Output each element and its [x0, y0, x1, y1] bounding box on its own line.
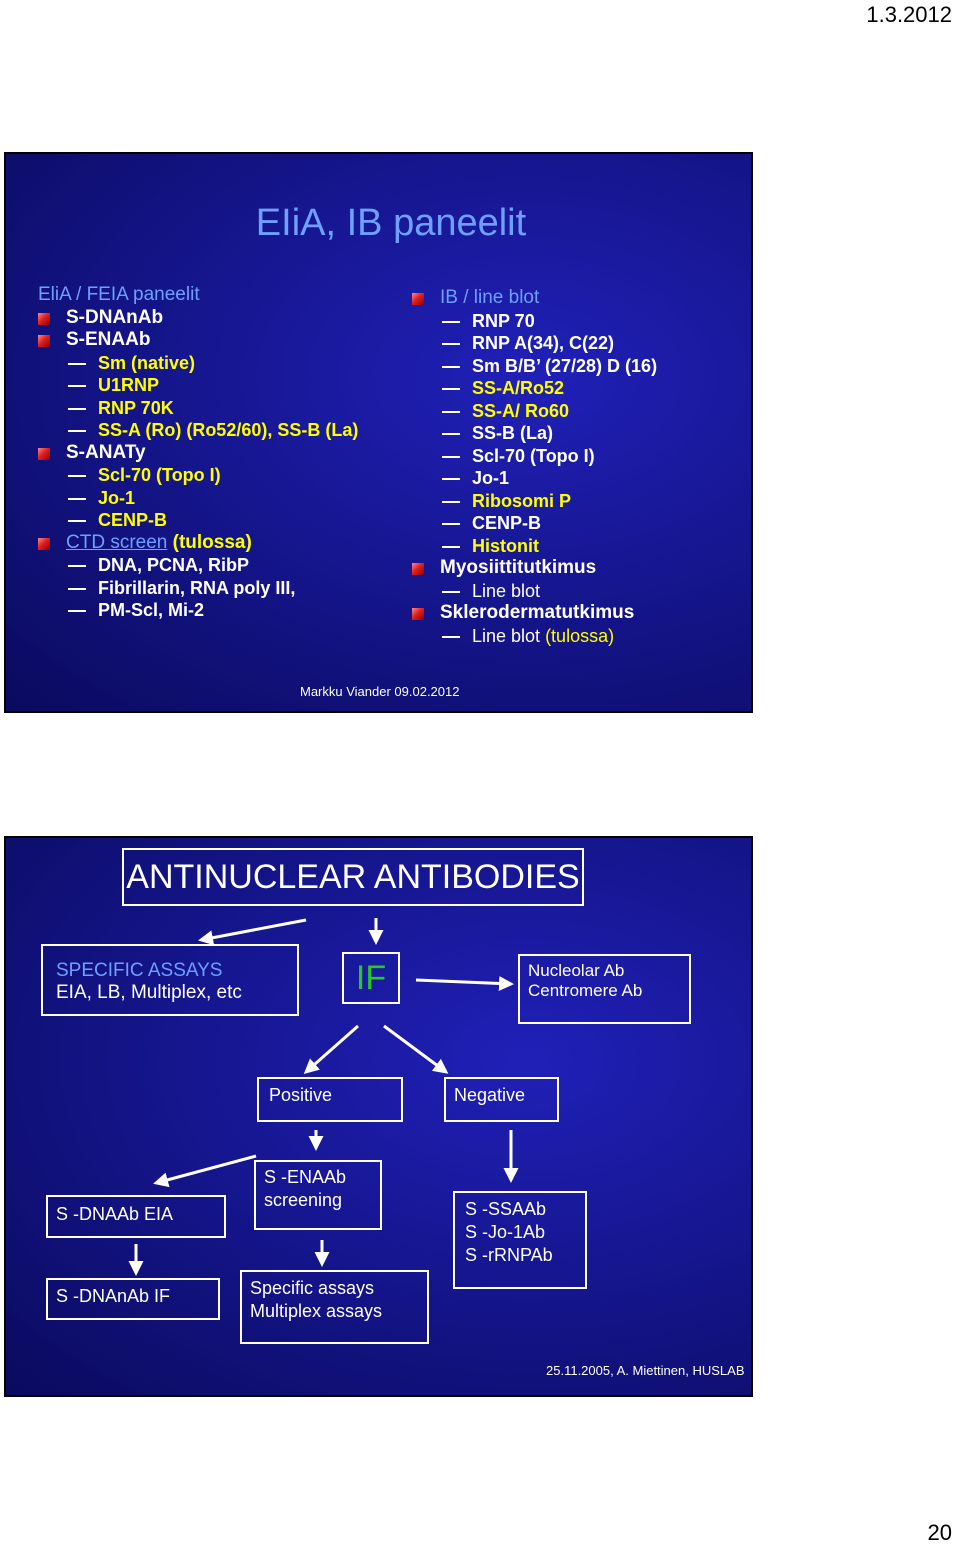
- list-item: [412, 625, 752, 648]
- slide-footer: Markku Viander 09.02.2012: [300, 684, 460, 699]
- red-square-bullet-icon: [38, 538, 50, 550]
- list-item: [38, 487, 398, 510]
- dash-bullet-icon: [442, 478, 460, 480]
- dash-bullet-icon: [442, 343, 460, 345]
- positive-box: Positive: [257, 1077, 403, 1122]
- page-date: 1.3.2012: [866, 2, 952, 27]
- negative-box: Negative: [444, 1077, 559, 1122]
- dash-bullet-icon: [442, 321, 460, 323]
- nucleolar-centromere-box: [518, 954, 691, 1024]
- specific-assays-text: Specific assays: [250, 1278, 375, 1298]
- list-item: [38, 352, 398, 375]
- list-item-text: CENP-B: [472, 513, 542, 533]
- list-item: [412, 422, 752, 445]
- list-item: [412, 512, 752, 535]
- dnanab-if-box: S -DNAnAb IF: [46, 1278, 220, 1320]
- list-item-text: Scl-70 (Topo I): [472, 445, 595, 466]
- dash-bullet-icon: [442, 501, 460, 503]
- list-item: [412, 310, 752, 333]
- list-item-text: Sm (native): [98, 352, 196, 373]
- list-item-text: Sklerodermatutkimus: [440, 602, 635, 623]
- nucleolar-ab-text: Nucleolar Ab: [528, 961, 625, 980]
- left-column-list: [38, 284, 398, 622]
- list-item-text: CTD screen: [66, 531, 168, 553]
- list-item: [38, 284, 398, 307]
- list-item-text: SS-A/Ro52: [472, 378, 565, 398]
- red-square-bullet-icon: [412, 293, 424, 305]
- dash-bullet-icon: [68, 385, 86, 387]
- list-item: [412, 400, 752, 423]
- dash-bullet-icon: [442, 591, 460, 593]
- antinuclear-antibodies-title-box: ANTINUCLEAR ANTIBODIES: [122, 848, 584, 906]
- red-square-bullet-icon: [412, 608, 424, 620]
- list-item-text: EliA / FEIA paneelit: [38, 284, 200, 305]
- specific-assays-box: [41, 944, 299, 1016]
- list-item: [412, 377, 752, 400]
- dash-bullet-icon: [68, 588, 86, 590]
- list-item-text: Fibrillarin, RNA poly III,: [98, 577, 296, 598]
- specific-assays-methods: EIA, LB, Multiplex, etc: [56, 982, 242, 1003]
- arrow-title-to-specific: [201, 920, 306, 940]
- list-item-text: Line blot: [472, 580, 541, 601]
- slide-antinuclear-antibodies-flowchart: [4, 836, 753, 1397]
- list-item: [38, 464, 398, 487]
- list-item-text: PM-Scl, Mi-2: [98, 600, 205, 620]
- specific-assays-heading: SPECIFIC ASSAYS: [56, 960, 223, 981]
- list-item-text: SS-B (La): [472, 423, 553, 443]
- list-item: [38, 307, 398, 330]
- list-item: [412, 287, 752, 310]
- list-item-text: Ribosomi P: [472, 490, 572, 511]
- arrow-if-to-positive: [306, 1026, 358, 1072]
- centromere-ab-text: Centromere Ab: [528, 981, 643, 1000]
- list-item: [412, 535, 752, 558]
- list-item-text: IB / line blot: [440, 287, 540, 308]
- list-item: [412, 445, 752, 468]
- red-square-bullet-icon: [38, 448, 50, 460]
- dash-bullet-icon: [442, 523, 460, 525]
- dash-bullet-icon: [68, 610, 86, 612]
- list-item: [38, 329, 398, 352]
- dash-bullet-icon: [68, 475, 86, 477]
- list-item-text: CENP-B: [98, 510, 168, 530]
- arrow-positive-to-dnaab: [156, 1156, 256, 1183]
- list-item-text: Line blot: [472, 625, 546, 646]
- list-item-text: DNA, PCNA, RibP: [98, 555, 250, 575]
- list-item: [38, 419, 398, 442]
- list-item-text: Jo-1: [98, 487, 136, 508]
- list-item: [412, 557, 752, 580]
- dash-bullet-icon: [442, 433, 460, 435]
- dash-bullet-icon: [442, 636, 460, 638]
- list-item: [38, 599, 398, 622]
- list-item-text: Sm B/B’ (27/28) D (16): [472, 355, 658, 376]
- dash-bullet-icon: [442, 366, 460, 368]
- red-square-bullet-icon: [38, 335, 50, 347]
- list-item: [38, 577, 398, 600]
- dash-bullet-icon: [68, 430, 86, 432]
- list-item: [38, 509, 398, 532]
- right-column-list: [412, 287, 752, 647]
- list-item-note: (tulossa): [545, 625, 615, 646]
- enaab-text: S -ENAAb: [264, 1167, 347, 1187]
- list-item-text: Scl-70 (Topo I): [98, 465, 221, 485]
- dash-bullet-icon: [68, 363, 86, 365]
- ssa-jo1-rnp-box: [453, 1191, 587, 1289]
- list-item-text: SS-A (Ro) (Ro52/60), SS-B (La): [98, 420, 359, 440]
- dash-bullet-icon: [68, 498, 86, 500]
- specific-multiplex-box: [240, 1270, 429, 1344]
- ssaab-text: S -SSAAb: [465, 1199, 547, 1219]
- list-item-text: RNP 70: [472, 310, 535, 331]
- list-item: [412, 355, 752, 378]
- list-item: [38, 532, 398, 555]
- if-box: IF: [342, 952, 400, 1004]
- list-item: [38, 374, 398, 397]
- dash-bullet-icon: [442, 546, 460, 548]
- slide-title: EIiA, IB paneelit: [255, 202, 527, 244]
- list-item: [412, 602, 752, 625]
- list-item: [38, 442, 398, 465]
- dash-bullet-icon: [442, 456, 460, 458]
- slide-footer: 25.11.2005, A. Miettinen, HUSLAB: [546, 1363, 745, 1378]
- dash-bullet-icon: [442, 411, 460, 413]
- list-item-text: S-ANATy: [66, 441, 146, 463]
- list-item: [38, 554, 398, 577]
- list-item-text: Myosiittitutkimus: [440, 557, 597, 578]
- slide-eia-ib-panels: [4, 152, 753, 713]
- list-item: [38, 397, 398, 420]
- dash-bullet-icon: [442, 388, 460, 390]
- list-item-text: Histonit: [472, 535, 539, 556]
- dash-bullet-icon: [68, 408, 86, 410]
- list-item-note: (tulossa): [167, 531, 252, 553]
- list-item: [412, 490, 752, 513]
- dash-bullet-icon: [68, 520, 86, 522]
- red-square-bullet-icon: [412, 563, 424, 575]
- list-item-text: SS-A/ Ro60: [472, 400, 570, 421]
- arrow-if-to-nucleolar: [416, 980, 511, 984]
- screening-text: screening: [264, 1190, 343, 1210]
- list-item: [412, 467, 752, 490]
- arrow-if-to-negative: [384, 1026, 446, 1072]
- red-square-bullet-icon: [38, 313, 50, 325]
- list-item: [412, 580, 752, 603]
- dash-bullet-icon: [68, 565, 86, 567]
- dnaab-eia-box: S -DNAAb EIA: [46, 1195, 226, 1238]
- page-number: 20: [927, 1520, 952, 1545]
- rrnpab-text: S -rRNPAb: [465, 1245, 553, 1265]
- list-item-text: RNP A(34), C(22): [472, 333, 615, 353]
- jo1ab-text: S -Jo-1Ab: [465, 1222, 546, 1242]
- list-item-text: S-ENAAb: [66, 329, 151, 350]
- list-item-text: S-DNAnAb: [66, 306, 164, 328]
- list-item: [412, 332, 752, 355]
- enaab-screening-box: [254, 1160, 382, 1230]
- list-item-text: Jo-1: [472, 468, 510, 488]
- list-item-text: U1RNP: [98, 375, 160, 395]
- multiplex-assays-text: Multiplex assays: [250, 1301, 383, 1321]
- list-item-text: RNP 70K: [98, 397, 174, 418]
